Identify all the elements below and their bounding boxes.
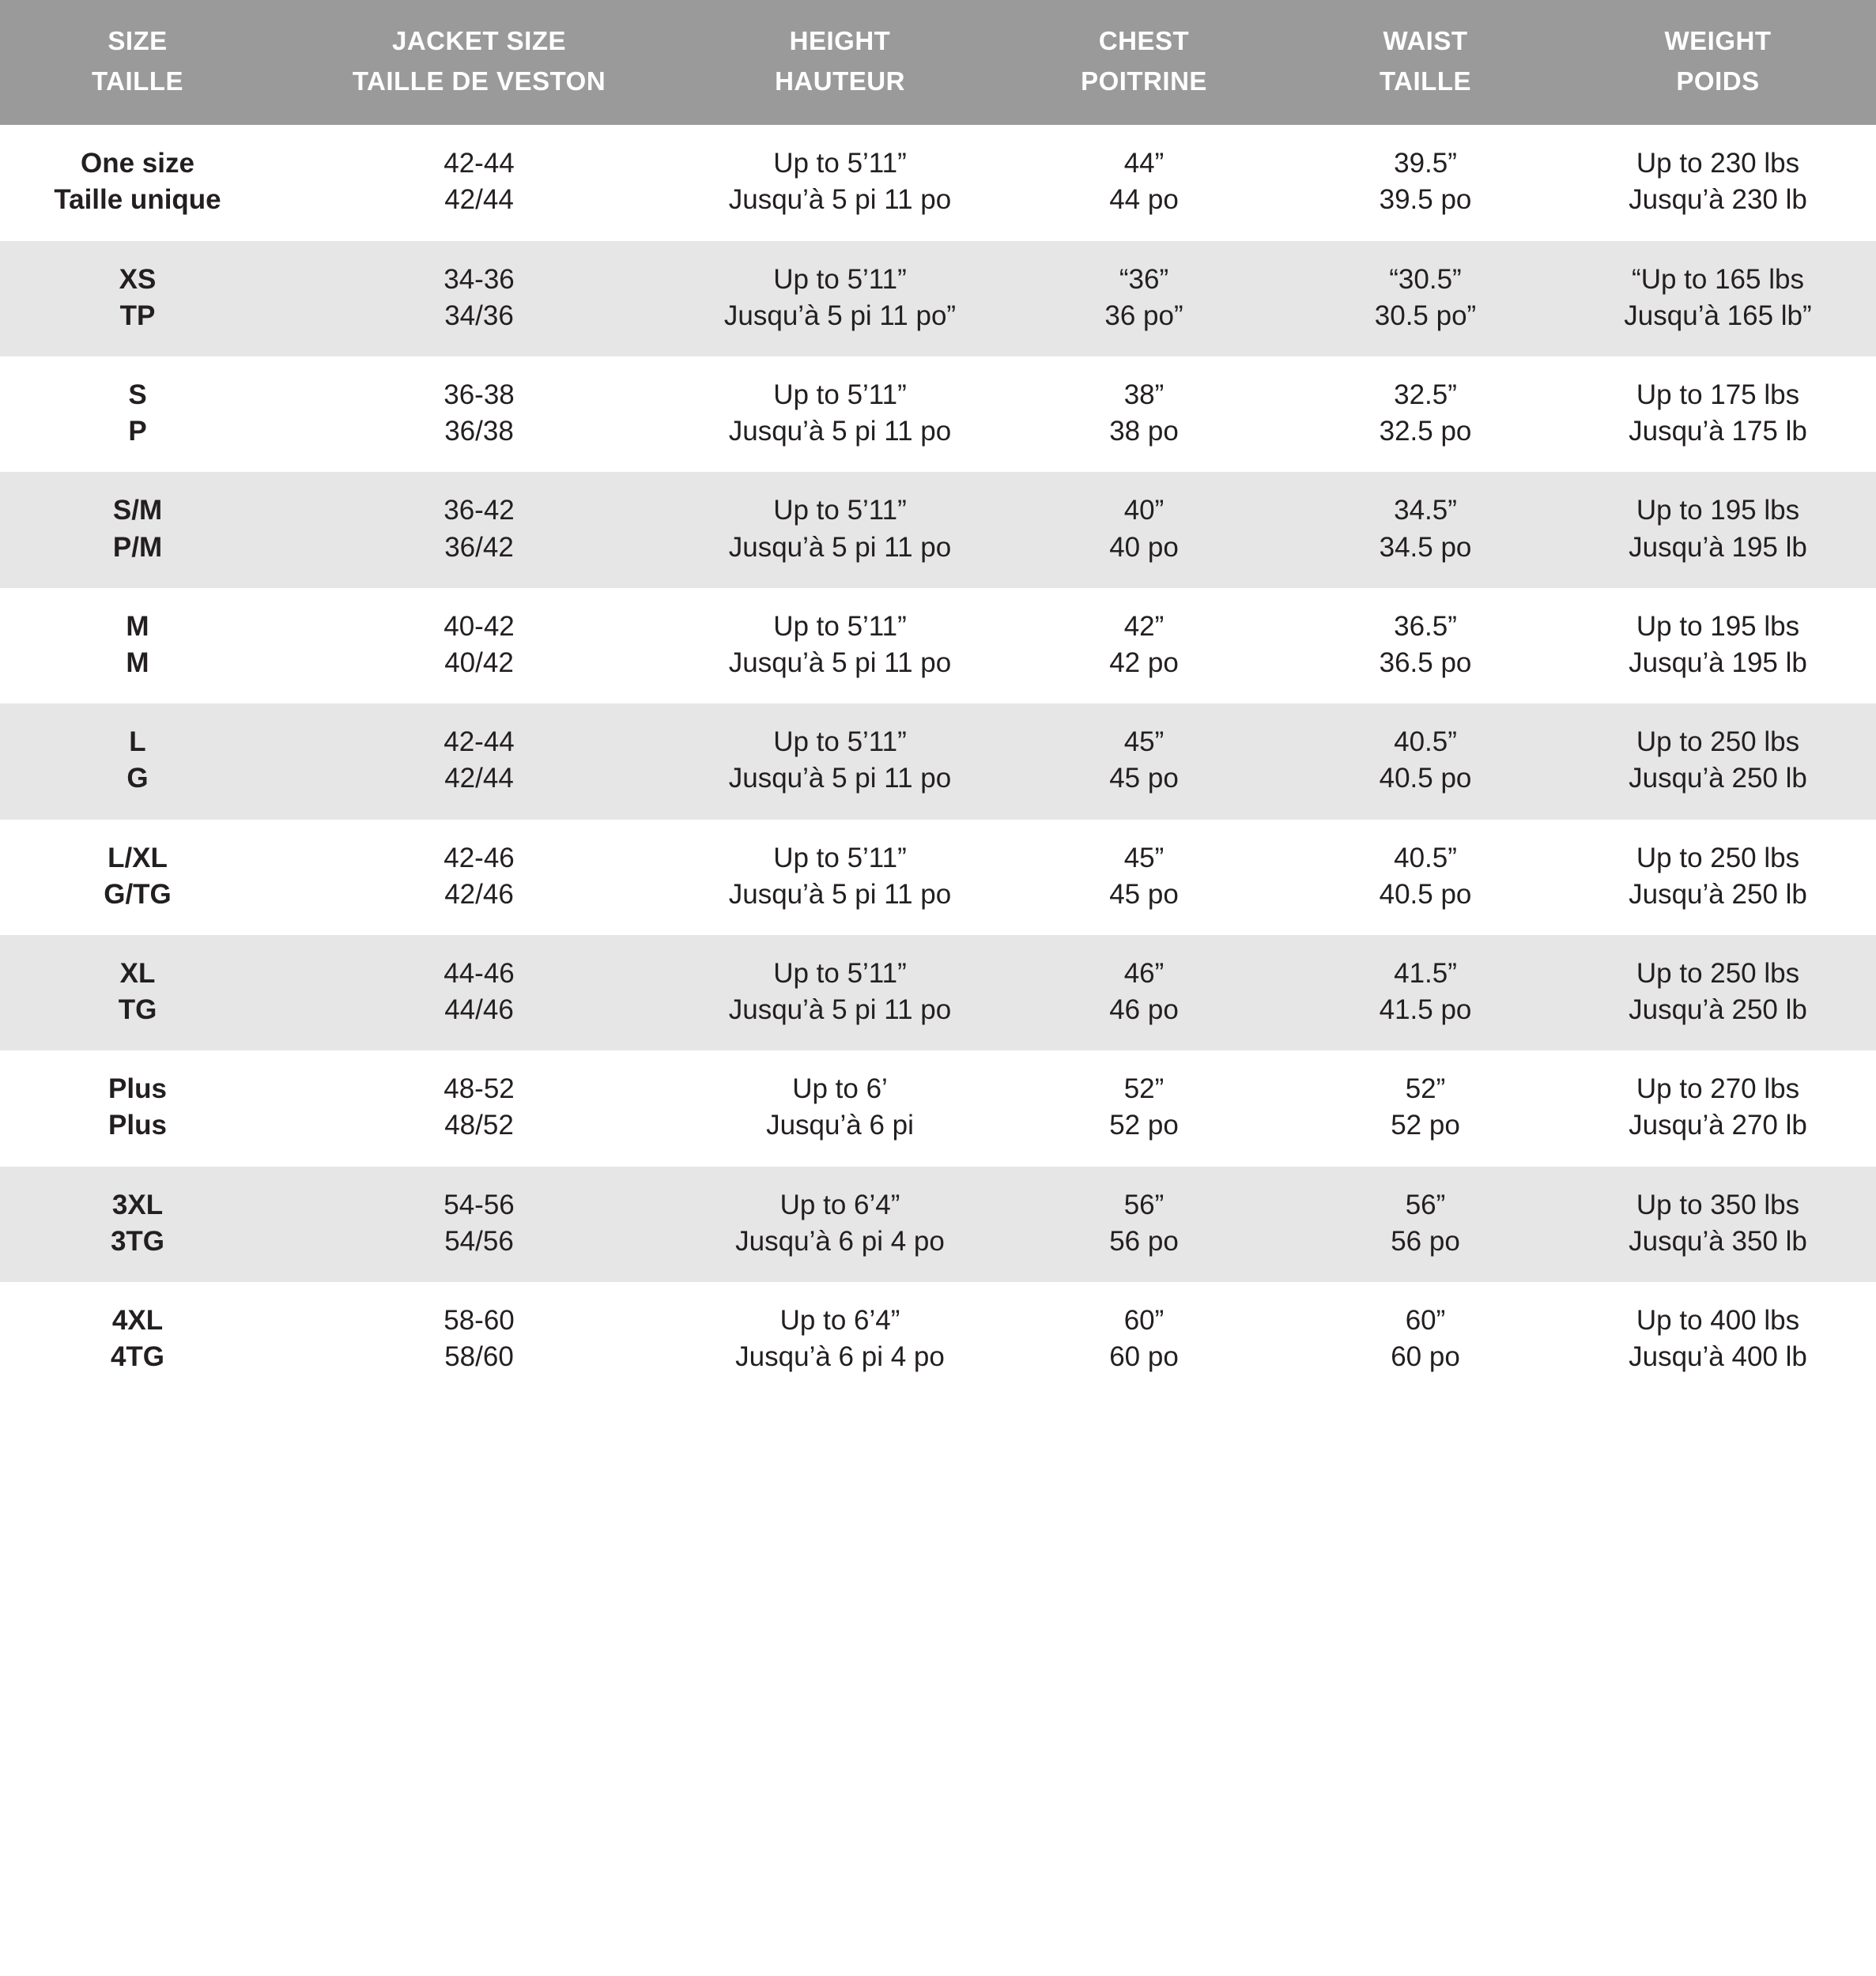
cell-chest xyxy=(997,125,1291,240)
cell-jacket-en: 40-42 xyxy=(444,610,515,642)
cell-height-fr: Jusqu’à 5 pi 11 po xyxy=(728,647,952,678)
cell-chest xyxy=(997,1167,1291,1282)
cell-height-fr: Jusqu’à 5 pi 11 po xyxy=(728,416,952,447)
table-header xyxy=(0,0,1876,125)
cell-waist-fr: 52 po xyxy=(1391,1110,1460,1141)
cell-waist-fr: 34.5 po xyxy=(1379,531,1472,563)
cell-height-en: Up to 6’4” xyxy=(779,1305,900,1337)
cell-waist-en: 36.5” xyxy=(1394,610,1457,642)
cell-jacket-en: 36-42 xyxy=(444,495,515,526)
cell-size xyxy=(0,703,275,819)
cell-size-fr: Plus xyxy=(108,1110,167,1141)
cell-height-en: Up to 5’11” xyxy=(773,263,907,295)
cell-jacket-size xyxy=(275,241,683,356)
cell-waist-fr: 41.5 po xyxy=(1379,994,1472,1026)
cell-jacket-size xyxy=(275,935,683,1050)
cell-size-fr: TP xyxy=(119,300,156,331)
cell-weight xyxy=(1560,125,1876,240)
cell-waist-en: 52” xyxy=(1405,1073,1446,1105)
cell-height-fr: Jusqu’à 5 pi 11 po xyxy=(728,184,952,216)
cell-chest-en: 60” xyxy=(1123,1305,1164,1337)
cell-size-en: L xyxy=(129,726,146,758)
cell-height-en: Up to 5’11” xyxy=(773,148,907,179)
cell-waist-fr: 40.5 po xyxy=(1379,763,1472,794)
cell-jacket-size xyxy=(275,820,683,935)
cell-chest-en: 45” xyxy=(1123,842,1164,873)
cell-height xyxy=(683,356,997,472)
cell-waist xyxy=(1291,1167,1560,1282)
cell-weight-en: Up to 250 lbs xyxy=(1636,726,1800,758)
cell-size-fr: G/TG xyxy=(104,878,172,910)
cell-jacket-fr: 40/42 xyxy=(444,647,514,678)
cell-height xyxy=(683,1167,997,1282)
cell-jacket-en: 36-38 xyxy=(444,379,515,411)
cell-chest-fr: 40 po xyxy=(1109,531,1179,563)
cell-chest-fr: 36 po” xyxy=(1104,300,1183,331)
cell-chest-fr: 45 po xyxy=(1109,878,1179,910)
cell-weight xyxy=(1560,1282,1876,1397)
cell-waist xyxy=(1291,588,1560,703)
column-header-height-fr: HAUTEUR xyxy=(775,66,905,96)
cell-weight-fr: Jusqu’à 270 lb xyxy=(1629,1110,1807,1141)
cell-size-en: One size xyxy=(81,148,194,179)
column-header-chest-en: CHEST xyxy=(1098,26,1190,55)
cell-weight-fr: Jusqu’à 195 lb xyxy=(1629,531,1807,563)
table-row xyxy=(0,472,1876,587)
table-row xyxy=(0,935,1876,1050)
cell-jacket-size xyxy=(275,1282,683,1397)
cell-weight-en: Up to 195 lbs xyxy=(1636,610,1800,642)
cell-weight-fr: Jusqu’à 195 lb xyxy=(1629,647,1807,678)
cell-size-fr: G xyxy=(126,763,149,794)
column-header-jacket-size-fr: TAILLE DE VESTON xyxy=(352,66,606,96)
table-row xyxy=(0,1282,1876,1397)
cell-jacket-fr: 58/60 xyxy=(444,1341,514,1373)
cell-waist-en: 32.5” xyxy=(1394,379,1457,411)
cell-chest xyxy=(997,356,1291,472)
cell-chest-en: 52” xyxy=(1123,1073,1164,1105)
cell-weight xyxy=(1560,703,1876,819)
cell-size xyxy=(0,125,275,240)
cell-weight-en: Up to 230 lbs xyxy=(1636,148,1800,179)
column-header-height xyxy=(683,0,997,125)
cell-jacket-en: 48-52 xyxy=(444,1073,515,1105)
column-header-chest-fr: POITRINE xyxy=(1081,66,1207,96)
cell-height xyxy=(683,125,997,240)
cell-size-fr: P xyxy=(128,416,147,447)
cell-size-en: XS xyxy=(119,263,157,295)
cell-jacket-size xyxy=(275,588,683,703)
cell-jacket-fr: 44/46 xyxy=(444,994,514,1026)
cell-jacket-en: 34-36 xyxy=(444,263,515,295)
table-row xyxy=(0,241,1876,356)
cell-waist xyxy=(1291,241,1560,356)
cell-waist xyxy=(1291,703,1560,819)
cell-height-en: Up to 5’11” xyxy=(773,957,907,989)
cell-weight-en: Up to 270 lbs xyxy=(1636,1073,1800,1105)
cell-height xyxy=(683,588,997,703)
cell-size xyxy=(0,472,275,587)
cell-chest-fr: 46 po xyxy=(1109,994,1179,1026)
cell-height-fr: Jusqu’à 5 pi 11 po” xyxy=(723,300,957,331)
cell-jacket-en: 54-56 xyxy=(444,1189,515,1220)
column-header-size-fr: TAILLE xyxy=(91,66,184,96)
cell-size-en: L/XL xyxy=(108,842,168,873)
cell-size xyxy=(0,1050,275,1166)
cell-jacket-en: 58-60 xyxy=(444,1305,515,1337)
table-row xyxy=(0,588,1876,703)
cell-size-fr: M xyxy=(126,647,149,678)
cell-weight xyxy=(1560,241,1876,356)
cell-waist-en: 56” xyxy=(1405,1189,1446,1220)
cell-height-en: Up to 5’11” xyxy=(773,610,907,642)
cell-waist xyxy=(1291,935,1560,1050)
cell-height xyxy=(683,241,997,356)
cell-size-fr: TG xyxy=(118,994,157,1026)
cell-waist xyxy=(1291,820,1560,935)
cell-weight-en: Up to 175 lbs xyxy=(1636,379,1800,411)
cell-waist-fr: 60 po xyxy=(1391,1341,1460,1373)
cell-waist-en: 41.5” xyxy=(1394,957,1457,989)
cell-jacket-fr: 48/52 xyxy=(444,1110,514,1141)
cell-waist-en: 40.5” xyxy=(1394,726,1457,758)
cell-height-en: Up to 5’11” xyxy=(773,842,907,873)
cell-weight-en: Up to 250 lbs xyxy=(1636,842,1800,873)
column-header-waist-en: WAIST xyxy=(1383,26,1468,55)
cell-waist xyxy=(1291,1050,1560,1166)
cell-waist-fr: 56 po xyxy=(1391,1225,1460,1257)
cell-waist-en: 60” xyxy=(1405,1305,1446,1337)
cell-height-fr: Jusqu’à 5 pi 11 po xyxy=(728,878,952,910)
cell-height xyxy=(683,1050,997,1166)
cell-jacket-size xyxy=(275,1050,683,1166)
cell-waist-en: 39.5” xyxy=(1394,148,1457,179)
cell-size xyxy=(0,820,275,935)
cell-chest-en: 42” xyxy=(1123,610,1164,642)
cell-weight-fr: Jusqu’à 250 lb xyxy=(1629,878,1807,910)
cell-height xyxy=(683,1282,997,1397)
cell-weight-fr: Jusqu’à 165 lb” xyxy=(1624,300,1812,331)
table-row xyxy=(0,820,1876,935)
cell-chest xyxy=(997,1282,1291,1397)
cell-waist-en: 34.5” xyxy=(1394,495,1457,526)
cell-chest xyxy=(997,588,1291,703)
column-header-chest xyxy=(997,0,1291,125)
cell-jacket-size xyxy=(275,356,683,472)
table-row xyxy=(0,1167,1876,1282)
cell-chest xyxy=(997,820,1291,935)
cell-waist-en: “30.5” xyxy=(1389,263,1462,295)
column-header-jacket-size-en: JACKET SIZE xyxy=(391,26,567,55)
cell-height-fr: Jusqu’à 6 pi xyxy=(766,1110,914,1141)
cell-chest-en: 44” xyxy=(1123,148,1164,179)
cell-height-en: Up to 5’11” xyxy=(773,726,907,758)
cell-size-en: 3XL xyxy=(111,1189,164,1220)
cell-chest-fr: 56 po xyxy=(1109,1225,1179,1257)
cell-size xyxy=(0,1282,275,1397)
cell-weight xyxy=(1560,356,1876,472)
cell-weight xyxy=(1560,1167,1876,1282)
cell-size-fr: 4TG xyxy=(110,1341,165,1373)
cell-jacket-fr: 42/46 xyxy=(444,878,514,910)
cell-size-en: M xyxy=(126,610,149,642)
cell-chest xyxy=(997,472,1291,587)
cell-waist xyxy=(1291,125,1560,240)
cell-jacket-en: 42-46 xyxy=(444,842,515,873)
cell-chest xyxy=(997,241,1291,356)
column-header-jacket-size xyxy=(275,0,683,125)
cell-height xyxy=(683,820,997,935)
cell-size xyxy=(0,588,275,703)
cell-chest-fr: 44 po xyxy=(1109,184,1179,216)
cell-jacket-en: 44-46 xyxy=(444,957,515,989)
header-row xyxy=(0,0,1876,125)
cell-chest-en: 45” xyxy=(1123,726,1164,758)
table-row xyxy=(0,125,1876,240)
cell-weight-en: Up to 350 lbs xyxy=(1636,1189,1800,1220)
cell-size-en: S xyxy=(128,379,147,411)
cell-chest-fr: 42 po xyxy=(1109,647,1179,678)
cell-chest xyxy=(997,703,1291,819)
column-header-size-en: SIZE xyxy=(108,26,168,55)
column-header-size xyxy=(0,0,275,125)
cell-jacket-en: 42-44 xyxy=(444,148,515,179)
column-header-weight xyxy=(1560,0,1876,125)
cell-waist-fr: 40.5 po xyxy=(1379,878,1472,910)
column-header-waist xyxy=(1291,0,1560,125)
column-header-waist-fr: TAILLE xyxy=(1379,66,1472,96)
cell-weight xyxy=(1560,935,1876,1050)
cell-chest-en: “36” xyxy=(1119,263,1169,295)
cell-size xyxy=(0,935,275,1050)
cell-jacket-fr: 54/56 xyxy=(444,1225,514,1257)
cell-height-fr: Jusqu’à 5 pi 11 po xyxy=(728,763,952,794)
cell-weight-fr: Jusqu’à 250 lb xyxy=(1629,763,1807,794)
cell-weight-fr: Jusqu’à 250 lb xyxy=(1629,994,1807,1026)
cell-height-en: Up to 5’11” xyxy=(773,495,907,526)
cell-size xyxy=(0,356,275,472)
cell-waist xyxy=(1291,472,1560,587)
cell-chest-fr: 52 po xyxy=(1109,1110,1179,1141)
cell-weight-en: Up to 195 lbs xyxy=(1636,495,1800,526)
cell-waist-fr: 30.5 po” xyxy=(1374,300,1477,331)
cell-jacket-fr: 34/36 xyxy=(444,300,514,331)
cell-height-fr: Jusqu’à 6 pi 4 po xyxy=(735,1225,945,1257)
cell-jacket-fr: 36/38 xyxy=(444,416,514,447)
cell-waist xyxy=(1291,356,1560,472)
cell-height xyxy=(683,935,997,1050)
cell-chest-en: 46” xyxy=(1123,957,1164,989)
table-row xyxy=(0,1050,1876,1166)
cell-chest-en: 40” xyxy=(1123,495,1164,526)
cell-waist xyxy=(1291,1282,1560,1397)
table-row xyxy=(0,703,1876,819)
cell-size-fr: Taille unique xyxy=(54,184,221,216)
cell-chest xyxy=(997,935,1291,1050)
cell-waist-fr: 32.5 po xyxy=(1379,416,1472,447)
cell-jacket-size xyxy=(275,472,683,587)
cell-jacket-size xyxy=(275,125,683,240)
cell-weight xyxy=(1560,472,1876,587)
cell-weight xyxy=(1560,820,1876,935)
cell-jacket-size xyxy=(275,1167,683,1282)
cell-height-en: Up to 5’11” xyxy=(773,379,907,411)
cell-height-en: Up to 6’4” xyxy=(779,1189,900,1220)
cell-height xyxy=(683,472,997,587)
cell-weight xyxy=(1560,588,1876,703)
cell-size xyxy=(0,1167,275,1282)
cell-jacket-size xyxy=(275,703,683,819)
cell-height-fr: Jusqu’à 5 pi 11 po xyxy=(728,531,952,563)
cell-jacket-fr: 42/44 xyxy=(444,184,514,216)
cell-waist-fr: 39.5 po xyxy=(1379,184,1472,216)
cell-jacket-en: 42-44 xyxy=(444,726,515,758)
cell-size-fr: P/M xyxy=(112,531,163,563)
cell-size-en: 4XL xyxy=(111,1305,164,1337)
cell-size xyxy=(0,241,275,356)
cell-chest xyxy=(997,1050,1291,1166)
cell-size-en: XL xyxy=(119,957,156,989)
cell-weight xyxy=(1560,1050,1876,1166)
cell-height xyxy=(683,703,997,819)
cell-size-en: S/M xyxy=(112,495,163,526)
column-header-weight-en: WEIGHT xyxy=(1664,26,1772,55)
cell-chest-fr: 45 po xyxy=(1109,763,1179,794)
cell-jacket-fr: 36/42 xyxy=(444,531,514,563)
cell-weight-fr: Jusqu’à 350 lb xyxy=(1629,1225,1807,1257)
cell-weight-fr: Jusqu’à 230 lb xyxy=(1629,184,1807,216)
cell-height-en: Up to 6’ xyxy=(792,1073,888,1105)
cell-chest-en: 38” xyxy=(1123,379,1164,411)
cell-weight-en: “Up to 165 lbs xyxy=(1632,263,1804,295)
cell-weight-en: Up to 250 lbs xyxy=(1636,957,1800,989)
cell-chest-fr: 38 po xyxy=(1109,416,1179,447)
cell-chest-en: 56” xyxy=(1123,1189,1164,1220)
cell-height-fr: Jusqu’à 6 pi 4 po xyxy=(735,1341,945,1373)
cell-size-fr: 3TG xyxy=(110,1225,165,1257)
cell-jacket-fr: 42/44 xyxy=(444,763,514,794)
cell-weight-en: Up to 400 lbs xyxy=(1636,1305,1800,1337)
table-body xyxy=(0,125,1876,1397)
cell-waist-en: 40.5” xyxy=(1394,842,1457,873)
cell-weight-fr: Jusqu’à 400 lb xyxy=(1629,1341,1807,1373)
cell-weight-fr: Jusqu’à 175 lb xyxy=(1629,416,1807,447)
cell-chest-fr: 60 po xyxy=(1109,1341,1179,1373)
column-header-height-en: HEIGHT xyxy=(789,26,891,55)
cell-height-fr: Jusqu’à 5 pi 11 po xyxy=(728,994,952,1026)
column-header-weight-fr: POIDS xyxy=(1676,66,1760,96)
cell-waist-fr: 36.5 po xyxy=(1379,647,1472,678)
cell-size-en: Plus xyxy=(108,1073,167,1105)
table-row xyxy=(0,356,1876,472)
